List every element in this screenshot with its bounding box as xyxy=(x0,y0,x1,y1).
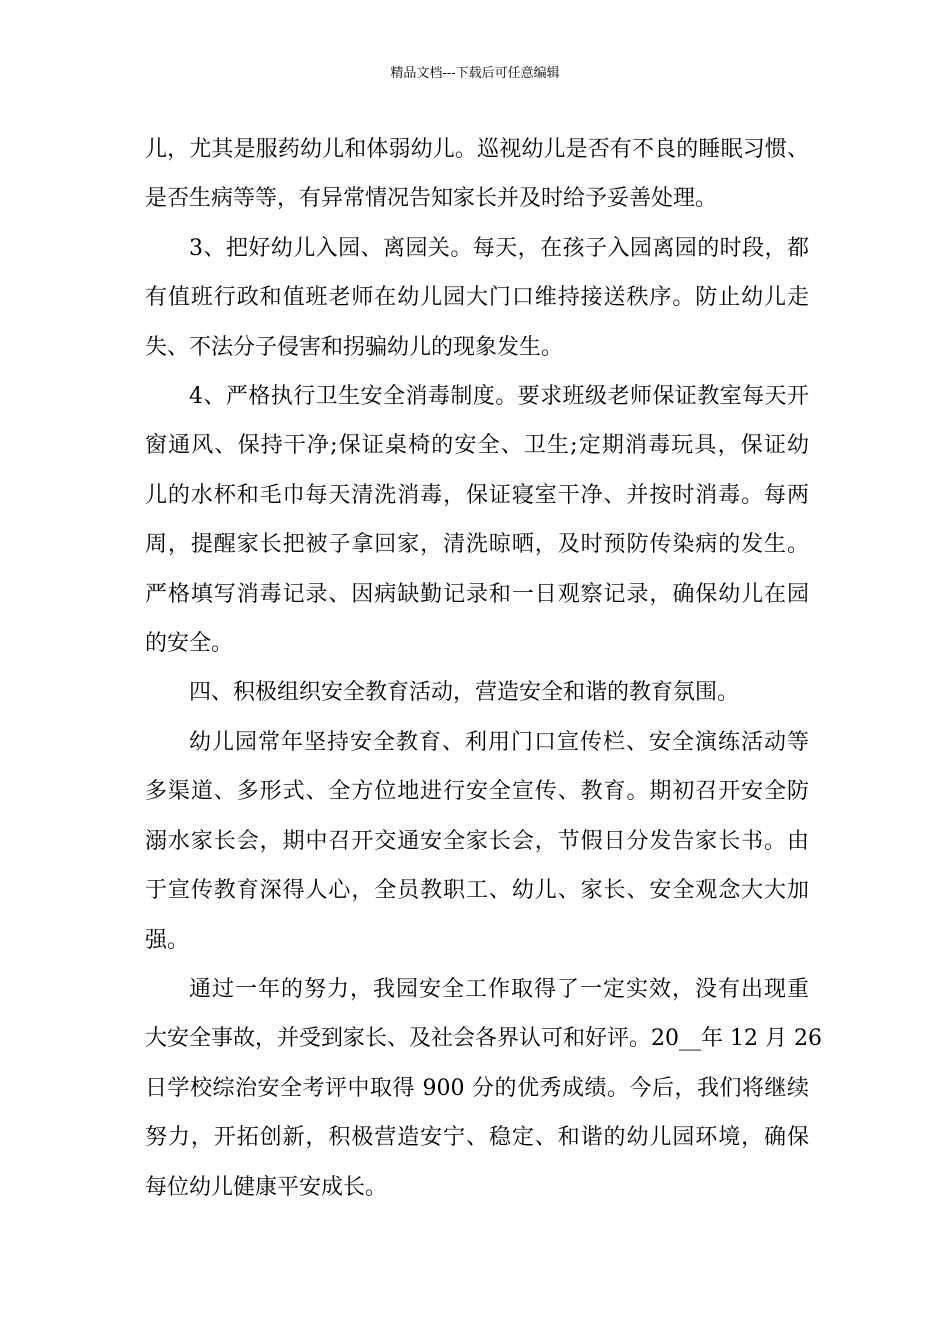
text-line: 周，提醒家长把被子拿回家，清洗晾晒，及时预防传染病的发生。 xyxy=(145,532,809,558)
text-line: 窗通风、保持干净;保证桌椅的安全、卫生;定期消毒玩具，保证幼 xyxy=(145,433,809,459)
text-line: 失、不法分子侵害和拐骗幼儿的现象发生。 xyxy=(145,334,564,360)
text-line: 4、严格执行卫生安全消毒制度。要求班级老师保证教室每天开 xyxy=(189,384,809,410)
text-line: 每位幼儿健康平安成长。 xyxy=(145,1174,388,1200)
text-line: 于宣传教育深得人心，全员教职工、幼儿、家长、安全观念大大加 xyxy=(145,878,809,904)
text-line: 的安全。 xyxy=(145,631,234,657)
text-line: 多渠道、多形式、全方位地进行安全宣传、教育。期初召开安全防 xyxy=(145,779,809,805)
text-line: 四、积极组织安全教育活动，营造安全和谐的教育氛围。 xyxy=(189,680,740,706)
text-line: 儿，尤其是服药幼儿和体弱幼儿。巡视幼儿是否有不良的睡眠习惯、 xyxy=(145,137,809,162)
paragraph-1 xyxy=(145,125,809,224)
paragraph-6 xyxy=(145,965,822,1212)
text-line: 有值班行政和值班老师在幼儿园大门口维持接送秩序。防止幼儿走 xyxy=(145,285,809,311)
text-line: 强。 xyxy=(145,927,190,953)
text-line: 努力，开拓创新，积极营造安宁、稳定、和谐的幼儿园环境，确保 xyxy=(145,1125,809,1151)
text-line: 日学校综治安全考评中取得 900 分的优秀成绩。今后，我们将继续 xyxy=(145,1075,809,1101)
paragraph-4 xyxy=(145,668,809,717)
text-line: 溺水家长会，期中召开交通安全家长会，节假日分发告家长书。由 xyxy=(145,828,809,854)
text-line: 3、把好幼儿入园、离园关。每天，在孩子入园离园的时段，都 xyxy=(189,235,809,261)
document-body xyxy=(145,125,822,1212)
text-line: 儿的水杯和毛巾每天清洗消毒，保证寝室干净、并按时消毒。每两 xyxy=(145,482,809,508)
paragraph-5 xyxy=(145,718,809,965)
paragraph-2 xyxy=(145,224,809,372)
text-line: 幼儿园常年坚持安全教育、利用门口宣传栏、安全演练活动等 xyxy=(189,729,809,755)
text-line: 大安全事故，并受到家长、及社会各界认可和好评。20__年 12 月 26 xyxy=(145,1026,822,1052)
text-line: 严格填写消毒记录、因病缺勤记录和一日观察记录，确保幼儿在园 xyxy=(145,581,809,607)
paragraph-3 xyxy=(145,372,809,668)
text-line: 通过一年的努力，我园安全工作取得了一定实效，没有出现重 xyxy=(189,976,809,1002)
text-line: 是否生病等等，有异常情况告知家长并及时给予妥善处理。 xyxy=(145,186,718,212)
page-header: 精品文档---下载后可任意编辑 xyxy=(390,66,560,81)
